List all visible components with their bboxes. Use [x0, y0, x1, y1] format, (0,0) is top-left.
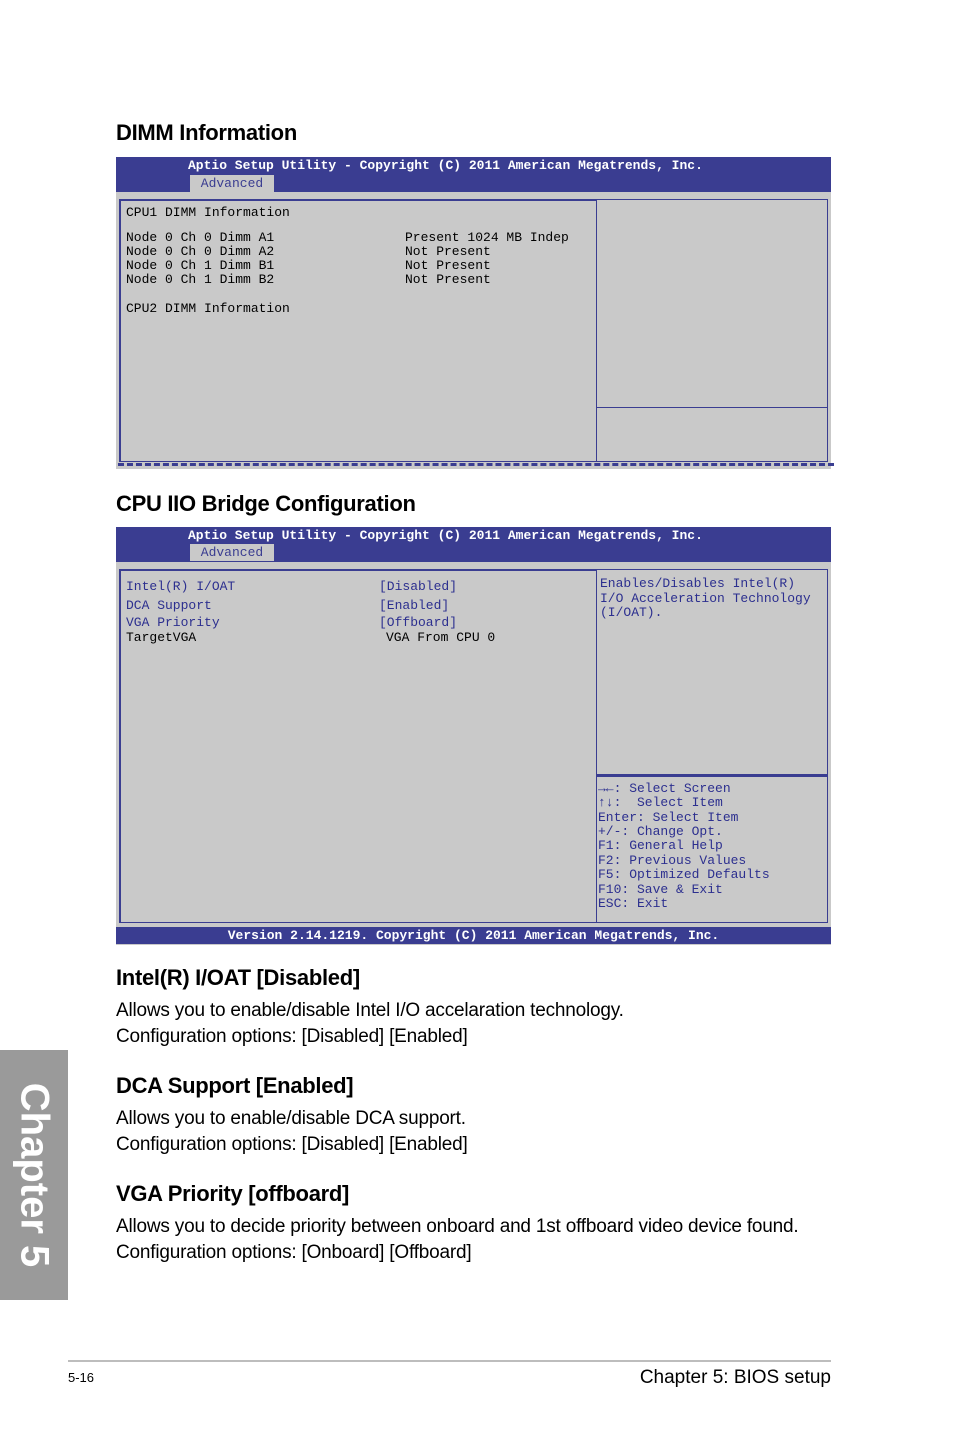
key-select-screen: →←: Select Screen: [598, 781, 731, 796]
menu-value-vga-priority[interactable]: [Offboard]: [379, 615, 458, 630]
section-dca-line-1: Allows you to enable/disable DCA support.: [116, 1108, 466, 1129]
section-ioat-line-1: Allows you to enable/disable Intel I/O accelaration technology.: [116, 1000, 624, 1021]
help-line-3: (I/OAT).: [600, 605, 663, 620]
menu-item-ioat[interactable]: Intel(R) I/OAT: [126, 579, 236, 594]
dimm-value-b2: Not Present: [405, 272, 491, 287]
cpu1-dimm-label: CPU1 DIMM Information: [126, 205, 290, 220]
key-select-item: ↑↓: Select Item: [598, 795, 723, 810]
dimm-left-pane: [119, 199, 597, 462]
bios-header: [116, 527, 831, 562]
section-ioat-title: Intel(R) I/OAT [Disabled]: [116, 965, 360, 990]
chapter-tab-label: Chapter 5: [12, 1082, 57, 1268]
key-enter: Enter: Select Item: [598, 810, 739, 825]
section-vga-line-2: Configuration options: [Onboard] [Offboard]: [116, 1242, 472, 1263]
menu-value-targetvga: VGA From CPU 0: [386, 630, 496, 645]
dimm-keys-pane: [596, 407, 828, 462]
section-vga-line-1: Allows you to decide priority between onboard and 1st offboard video device found.: [116, 1216, 799, 1237]
section-dca-title: DCA Support [Enabled]: [116, 1073, 354, 1098]
dimm-bios-screenshot: [116, 157, 831, 469]
key-f1: F1: General Help: [598, 838, 723, 853]
cpu-iio-heading: CPU IIO Bridge Configuration: [116, 491, 416, 516]
bios-header: [116, 157, 831, 192]
dimm-value-a2: Not Present: [405, 244, 491, 259]
dimm-row-b1: Node 0 Ch 1 Dimm B1: [126, 258, 275, 273]
dimm-value-b1: Not Present: [405, 258, 491, 273]
bios-title: Aptio Setup Utility - Copyright (C) 2011 American Megatrends, Inc.: [188, 528, 703, 543]
iio-left-pane: [119, 569, 597, 923]
dimm-row-b2: Node 0 Ch 1 Dimm B2: [126, 272, 275, 287]
dimm-help-pane: [596, 199, 828, 408]
key-change-opt: +/-: Change Opt.: [598, 824, 723, 839]
dimm-row-a1: Node 0 Ch 0 Dimm A1: [126, 230, 275, 245]
bios-version-bar: Version 2.14.1219. Copyright (C) 2011 American Megatrends, Inc.: [116, 927, 831, 944]
iio-bios-screenshot: [116, 527, 831, 945]
chapter-tab: [0, 1050, 68, 1300]
section-dca-line-2: Configuration options: [Disabled] [Enabled]: [116, 1134, 468, 1155]
footer-rule: [68, 1360, 831, 1362]
page-number: 5-16: [68, 1370, 95, 1385]
key-f10: F10: Save & Exit: [598, 882, 723, 897]
footer-chapter-name: Chapter 5: BIOS setup: [639, 1367, 831, 1388]
tab-advanced[interactable]: Advanced: [190, 175, 274, 192]
cpu2-dimm-label: CPU2 DIMM Information: [126, 301, 290, 316]
dimm-value-a1: Present 1024 MB Indep: [405, 230, 569, 245]
menu-value-ioat[interactable]: [Disabled]: [379, 579, 458, 594]
iio-keys-pane: [596, 776, 828, 923]
help-line-2: I/O Acceleration Technology: [600, 591, 811, 606]
iio-help-pane: [596, 569, 828, 776]
key-f2: F2: Previous Values: [598, 853, 747, 868]
menu-value-dca[interactable]: [Enabled]: [379, 598, 450, 613]
dimm-row-a2: Node 0 Ch 0 Dimm A2: [126, 244, 275, 259]
section-ioat-line-2: Configuration options: [Disabled] [Enabled]: [116, 1026, 468, 1047]
menu-item-targetvga: TargetVGA: [126, 630, 197, 645]
section-vga-title: VGA Priority [offboard]: [116, 1181, 350, 1206]
key-f5: F5: Optimized Defaults: [598, 867, 770, 882]
key-esc: ESC: Exit: [598, 896, 669, 911]
menu-item-dca[interactable]: DCA Support: [126, 598, 212, 613]
bios-title: Aptio Setup Utility - Copyright (C) 2011 American Megatrends, Inc.: [188, 158, 703, 173]
help-line-1: Enables/Disables Intel(R): [600, 576, 796, 591]
tab-advanced[interactable]: Advanced: [190, 544, 274, 561]
dimm-heading: DIMM Information: [116, 120, 297, 145]
panel-cutoff-dashes: [118, 463, 834, 466]
menu-item-vga-priority[interactable]: VGA Priority: [126, 615, 220, 630]
